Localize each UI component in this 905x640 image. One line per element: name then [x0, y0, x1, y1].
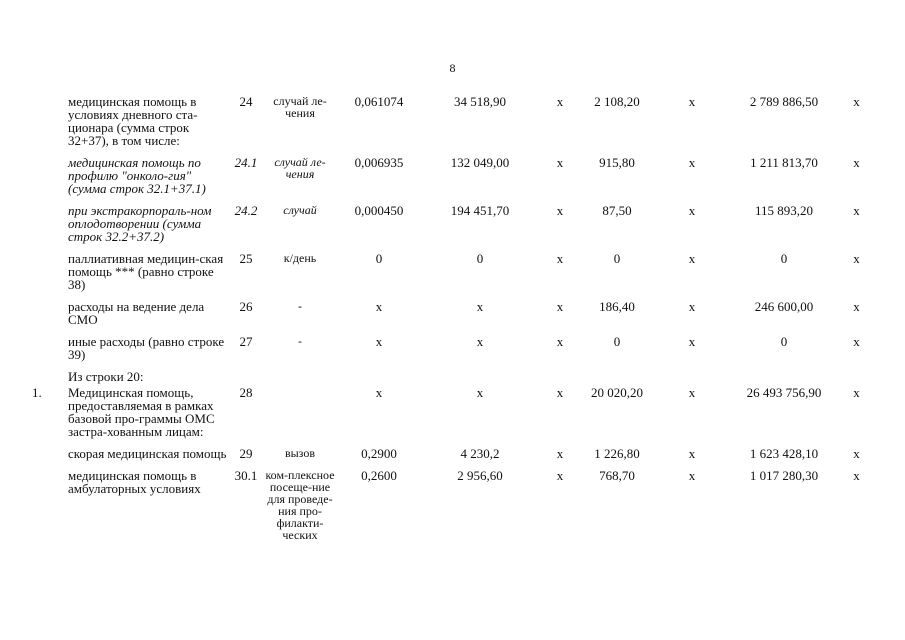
- value-total: 1 211 813,70: [750, 155, 818, 170]
- value-volume: х: [375, 299, 383, 314]
- placeholder-x: х: [853, 94, 860, 109]
- value-volume: 0,061074: [354, 94, 404, 109]
- row-name: медицинская помощь по профилю "онколо-гия" (сумма строк 32.1+37.1): [68, 155, 206, 196]
- value-per-capita: 1 226,80: [594, 446, 640, 461]
- value-per-capita: 186,40: [599, 299, 635, 314]
- row-number: [30, 469, 68, 550]
- row-name: медицинская помощь в амбулаторных условиях: [68, 468, 201, 496]
- placeholder-x: х: [853, 203, 860, 218]
- value-total: 1 017 280,30: [749, 468, 819, 483]
- placeholder-x: х: [688, 203, 696, 218]
- table-row: [30, 335, 875, 370]
- table-section-header: [30, 370, 875, 386]
- line-code: 25: [239, 251, 253, 266]
- table-row: [30, 447, 875, 469]
- placeholder-x: х: [556, 385, 564, 400]
- placeholder-x: х: [556, 155, 564, 170]
- table-row: [30, 252, 875, 300]
- value-volume: х: [375, 385, 383, 400]
- value-volume: 0,2900: [361, 446, 397, 461]
- placeholder-x: х: [688, 385, 696, 400]
- row-name: иные расходы (равно строке 39): [68, 334, 225, 362]
- row-name: при экстракорпораль-ном оплодотворении (сумма строк 32.2+37.2): [68, 203, 212, 244]
- line-code: 27: [239, 334, 253, 349]
- value-total: 1 623 428,10: [749, 446, 819, 461]
- placeholder-x: х: [853, 385, 860, 400]
- placeholder-x: х: [688, 94, 696, 109]
- placeholder-x: х: [853, 468, 860, 483]
- line-code: 24.1: [234, 155, 258, 170]
- line-code: 26: [239, 299, 253, 314]
- placeholder-x: х: [853, 155, 860, 170]
- value-cost: 4 230,2: [460, 446, 500, 461]
- table-body-section: [30, 386, 875, 550]
- value-total: 0: [780, 334, 788, 349]
- value-cost: х: [476, 299, 484, 314]
- value-volume: х: [375, 334, 383, 349]
- data-table: [30, 95, 875, 550]
- line-code: 24.2: [234, 203, 258, 218]
- placeholder-x: х: [556, 468, 564, 483]
- table-row: [30, 204, 875, 252]
- value-cost: 0: [476, 251, 484, 266]
- row-number: [30, 95, 68, 156]
- placeholder-x: х: [556, 446, 564, 461]
- value-cost: 2 956,60: [457, 468, 503, 483]
- line-code: 29: [239, 446, 253, 461]
- placeholder-x: х: [853, 446, 860, 461]
- table-row: [30, 386, 875, 447]
- row-number: [30, 252, 68, 300]
- table-row: [30, 95, 875, 156]
- placeholder-x: х: [556, 94, 564, 109]
- unit-measure: -: [298, 299, 302, 313]
- value-volume: 0,006935: [354, 155, 404, 170]
- row-name: медицинская помощь в условиях дневного ста-ционара (сумма строк 32+37), в том числе:: [68, 94, 198, 148]
- placeholder-x: х: [688, 334, 696, 349]
- page-number: 8: [449, 61, 456, 75]
- placeholder-x: х: [688, 446, 696, 461]
- placeholder-x: х: [688, 299, 696, 314]
- unit-measure: случай ле-чения: [273, 94, 327, 120]
- row-name: Медицинская помощь, предоставляемая в рамках базовой про-граммы ОМС застра-хованным лицам:: [68, 385, 215, 439]
- value-cost: 34 518,90: [454, 94, 506, 109]
- placeholder-x: х: [556, 334, 564, 349]
- placeholder-x: х: [556, 299, 564, 314]
- row-number: [30, 335, 68, 370]
- row-name: скорая медицинская помощь: [68, 446, 227, 461]
- placeholder-x: х: [853, 334, 860, 349]
- value-volume: 0: [375, 251, 383, 266]
- placeholder-x: х: [688, 155, 696, 170]
- value-volume: 0,2600: [361, 468, 397, 483]
- unit-measure: [262, 386, 338, 447]
- value-total: 26 493 756,90: [746, 385, 822, 400]
- value-per-capita: 0: [613, 251, 621, 266]
- placeholder-x: х: [556, 251, 564, 266]
- unit-measure: случай ле-чения: [274, 155, 326, 181]
- unit-measure: к/день: [283, 251, 317, 265]
- value-total: 2 789 886,50: [749, 94, 819, 109]
- placeholder-x: х: [688, 468, 696, 483]
- value-per-capita: 2 108,20: [594, 94, 640, 109]
- row-name: расходы на ведение дела СМО: [68, 299, 205, 327]
- section-header-text: Из строки 20:: [68, 369, 144, 384]
- value-cost: 194 451,70: [450, 203, 510, 218]
- row-number: [30, 300, 68, 335]
- row-number: 1.: [32, 385, 42, 400]
- table-row: [30, 156, 875, 204]
- row-name: паллиативная медицин-ская помощь *** (равно строке 38): [68, 251, 224, 292]
- value-per-capita: 768,70: [599, 468, 635, 483]
- line-code: 30.1: [234, 468, 258, 483]
- value-per-capita: 87,50: [602, 203, 632, 218]
- row-number: [30, 204, 68, 252]
- unit-measure: вызов: [284, 446, 316, 460]
- unit-measure: ком-плексное посеще-ние для проведе-ния про-филакти-ческих: [265, 468, 335, 542]
- row-number: [30, 156, 68, 204]
- placeholder-x: х: [556, 203, 564, 218]
- table-row: [30, 300, 875, 335]
- row-number: [30, 447, 68, 469]
- placeholder-x: х: [688, 251, 696, 266]
- table-body-main: [30, 95, 875, 370]
- value-cost: х: [476, 334, 484, 349]
- value-per-capita: 915,80: [599, 155, 635, 170]
- value-volume: 0,000450: [354, 203, 404, 218]
- unit-measure: случай: [283, 203, 317, 217]
- value-cost: х: [476, 385, 484, 400]
- table-row: [30, 469, 875, 550]
- section-header-row: [30, 370, 875, 386]
- value-total: 115 893,20: [754, 203, 814, 218]
- line-code: 24: [239, 94, 253, 109]
- placeholder-x: х: [853, 251, 860, 266]
- line-code: 28: [239, 385, 253, 400]
- value-per-capita: 0: [613, 334, 621, 349]
- value-cost: 132 049,00: [450, 155, 510, 170]
- value-per-capita: 20 020,20: [591, 385, 643, 400]
- value-total: 246 600,00: [754, 299, 814, 314]
- placeholder-x: х: [853, 299, 860, 314]
- value-total: 0: [780, 251, 788, 266]
- unit-measure: -: [298, 334, 302, 348]
